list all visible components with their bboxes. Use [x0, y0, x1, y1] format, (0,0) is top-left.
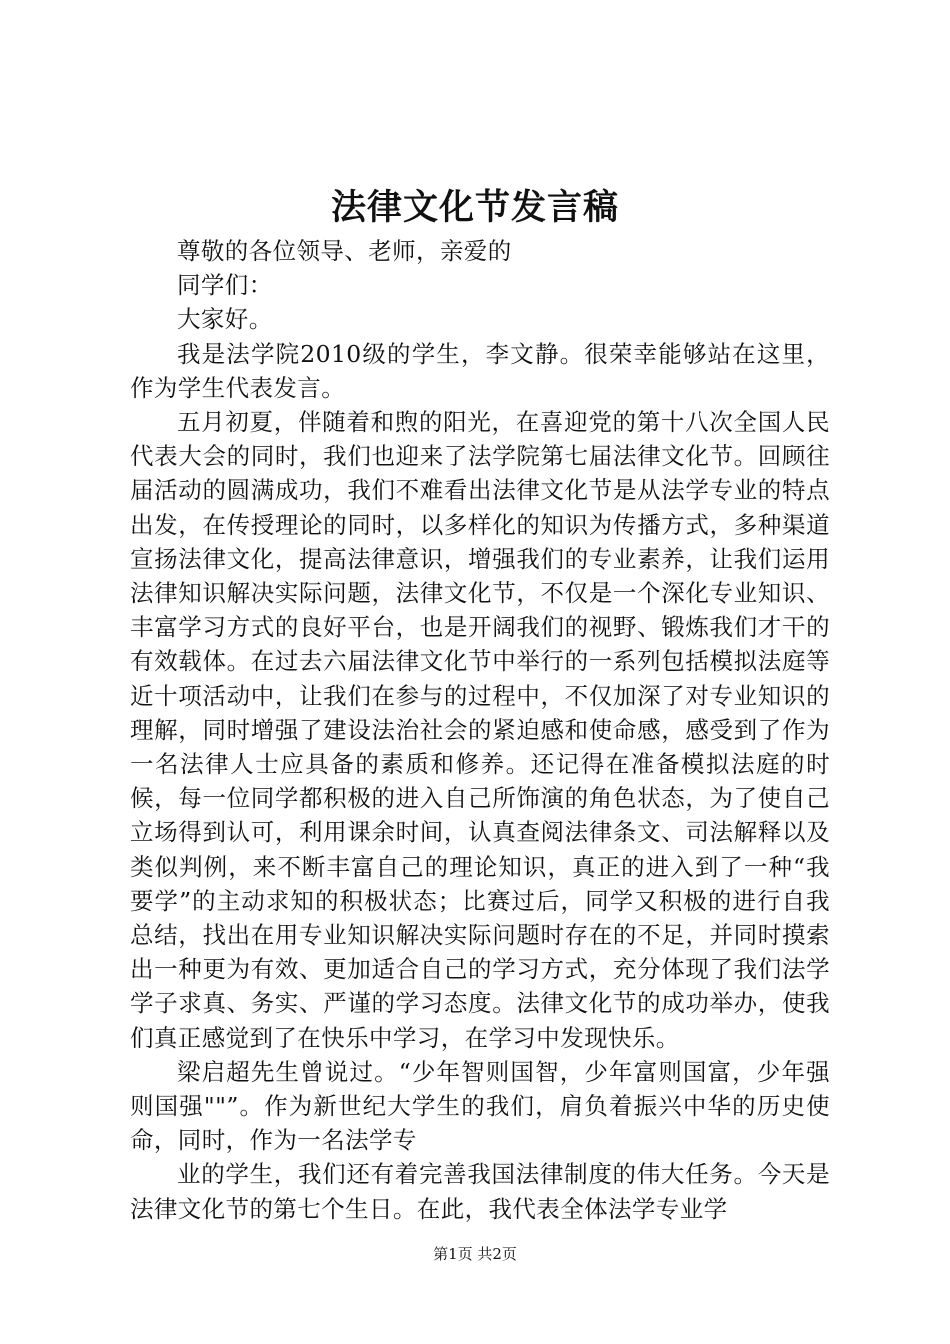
paragraph-salutation-cont: 同学们： [177, 271, 273, 300]
paragraph-quote: 梁启超先生曾说过。“少年智则国智，少年富则国富，少年强则国强""”。作为新世纪大学生的我们，肩负着振兴中华的历史使命，同时，作为一名法学专 [130, 1057, 830, 1155]
paragraph-salutation: 尊敬的各位领导、老师，亲爱的 [177, 237, 512, 265]
paragraph-main: 五月初夏，伴随着和煦的阳光，在喜迎党的第十八次全国人民代表大会的同时，我们也迎来了法学院第七届法律文化节。回顾往届活动的圆满成功，我们不难看出法律文化节是从法学专业的特点出发，在传授理论的同时，以多样化的知识为传播方式，多种渠道宣扬法律文化，提高法律意识，增强我们的专业素养，让我们运用法律知识解决实际问题，法律文化节，不仅是一个深化专业知识、丰富学习方式的良好平台，也是开阔我们的视野、锻炼我们才干的有效载体。在过去六届法律文化节中举行的一系列包括模拟法庭等近十项活动中，让我们在参与的过程中，不仅加深了对专业知识的理解，同时增强了建设法治社会的紧迫感和使命感，感受到了作为一名法律人士应具备的素质和修养。还记得在准备模拟法庭的时候，每一位同学都积极的进入自己所饰演的角色状态，为了使自己立场得到认可，利用课余时间，认真查阅法律条文、司法解释以及类似判例，来不断丰富自己的理论知识，真正的进入到了一种“我要学”的主动求知的积极状态；比赛过后，同学又积极的进行自我总结，找出在用专业知识解决实际问题时存在的不足，并同时摸索出一种更为有效、更加适合自己的学习方式，充分体现了我们法学学子求真、务实、严谨的学习态度。法律文化节的成功举办，使我们真正感觉到了在快乐中学习，在学习中发现快乐。 [130, 408, 830, 1052]
paragraph-intro: 我是法学院2010级的学生，李文静。很荣幸能够站在这里，作为学生代表发言。 [130, 339, 830, 402]
paragraph-greeting: 大家好。 [177, 305, 273, 334]
page-title: 法律文化节发言稿 [330, 187, 619, 228]
paragraph-continuation: 业的学生，我们还有着完善我国法律制度的伟大任务。今天是法律文化节的第七个生日。在此，我代表全体法学专业学 [130, 1160, 830, 1223]
document-body [130, 234, 830, 1226]
page-footer: 第1页 共2页 [433, 1245, 517, 1263]
